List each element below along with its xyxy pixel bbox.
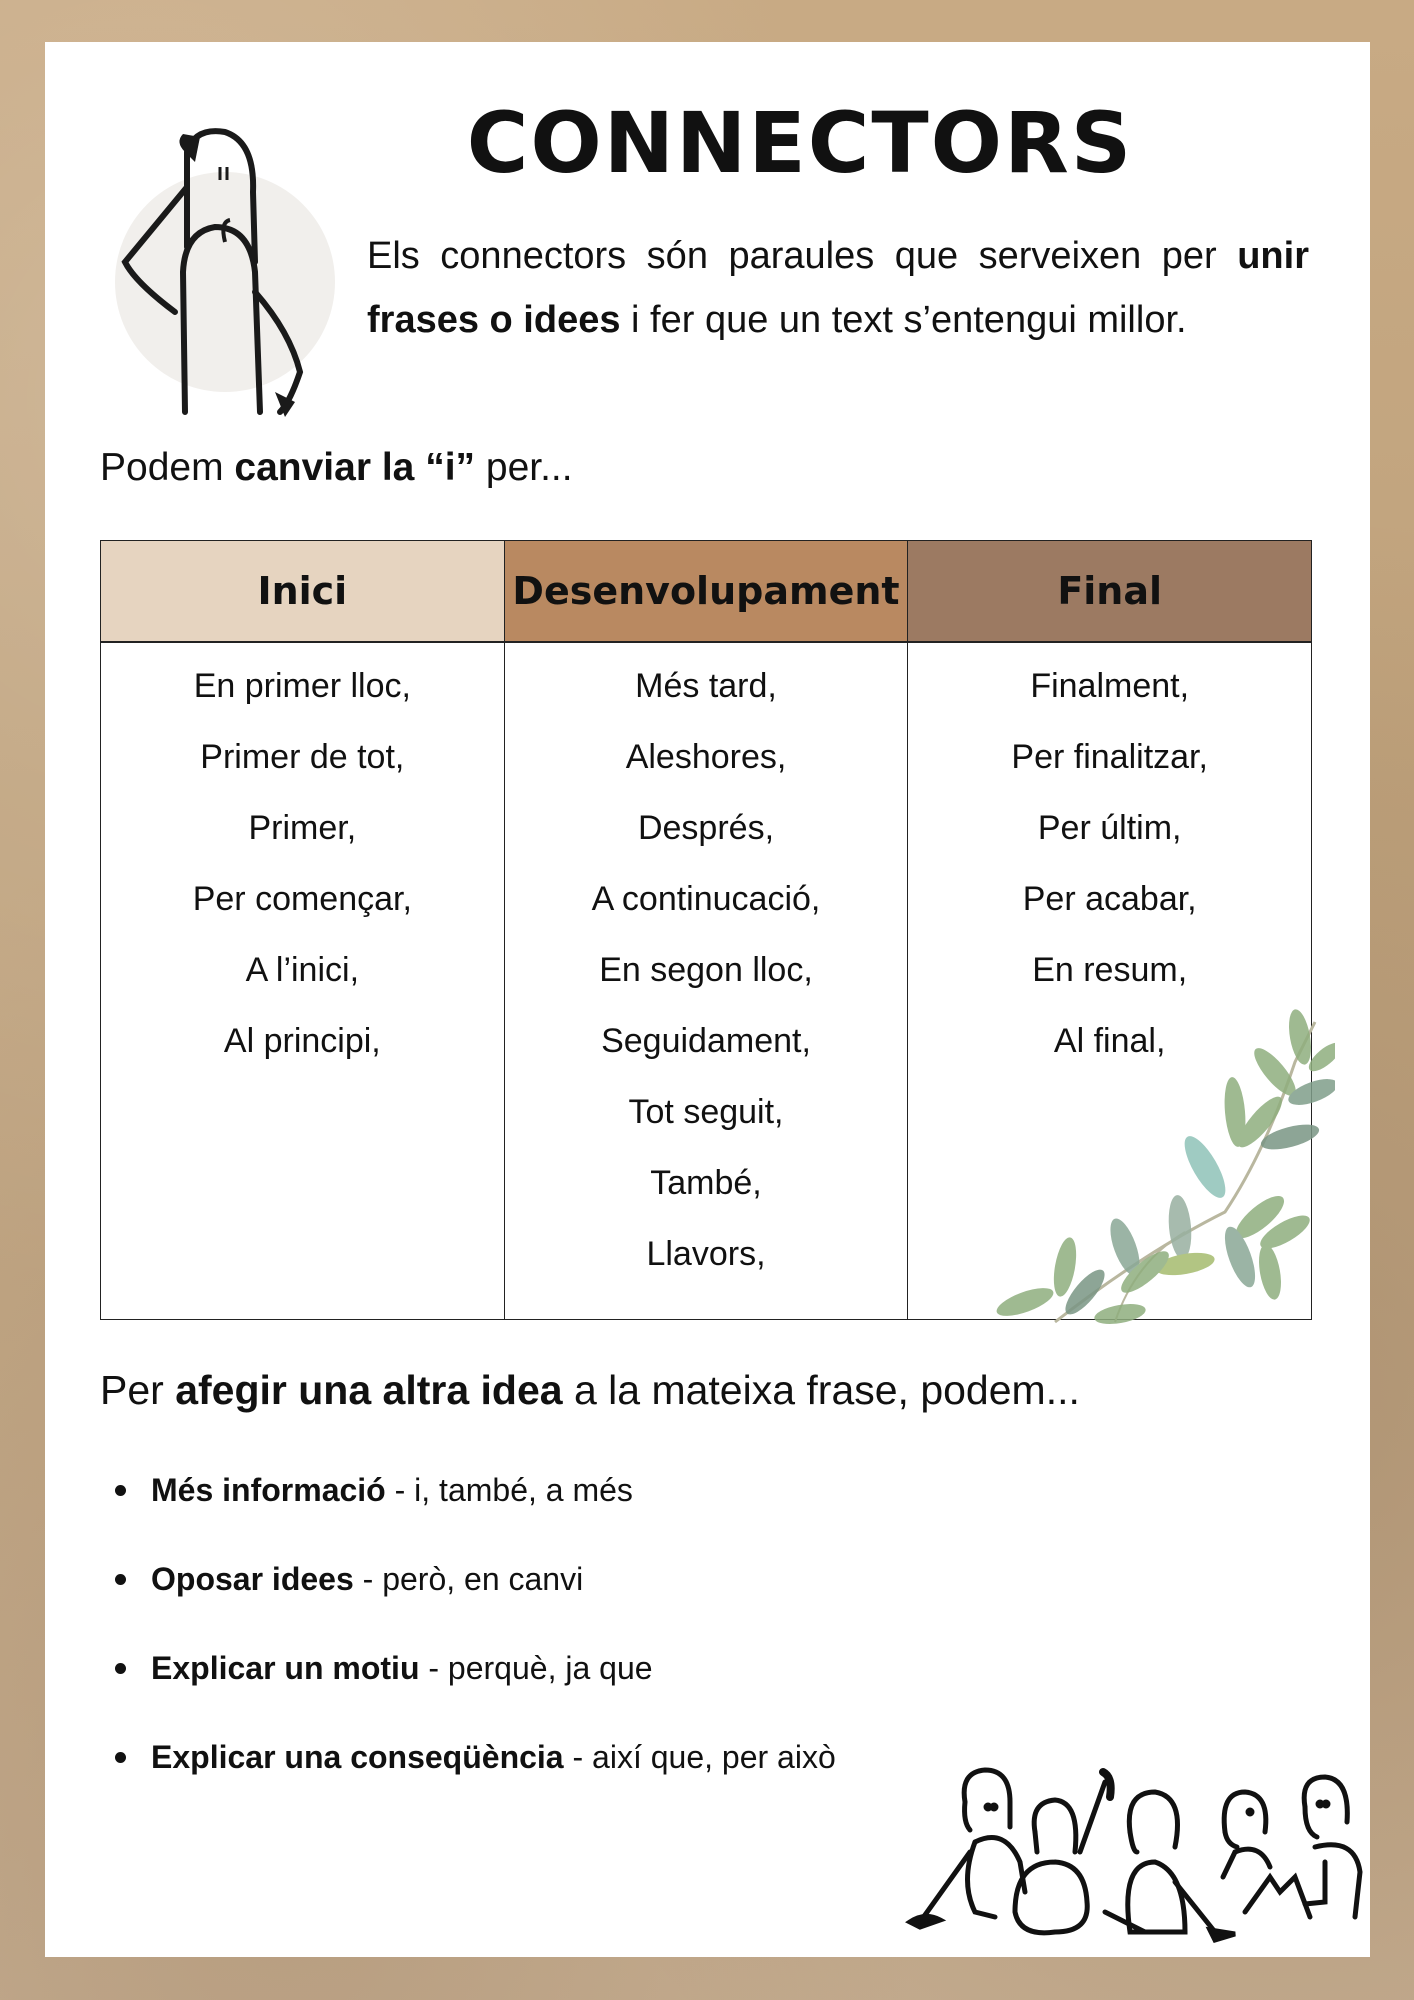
table-cell: Per últim, — [1037, 809, 1182, 847]
table-header-row — [101, 541, 1311, 643]
header-desenvolupament: Desenvolupament — [505, 541, 909, 641]
table-cell: En resum, — [1032, 951, 1188, 989]
list-item — [105, 1734, 836, 1823]
table-cell: Per finalitzar, — [1011, 738, 1208, 776]
afegir-suffix: a la mateixa frase, podem... — [562, 1367, 1080, 1413]
bullet-label: Més informació — [151, 1472, 386, 1508]
table-cell: Al final, — [1053, 1022, 1166, 1060]
table-cell: A l’inici, — [245, 951, 360, 989]
table-cell: Tot seguit, — [628, 1093, 784, 1131]
afegir-heading — [100, 1367, 1080, 1414]
afegir-bold: afegir una altra idea — [175, 1367, 563, 1413]
bullet-icon — [115, 1485, 126, 1496]
connector-bullet-list — [105, 1467, 836, 1823]
table-cell: En primer lloc, — [193, 667, 411, 705]
list-item — [105, 1556, 836, 1645]
intro-text: Els connectors són paraules que serveixen per — [367, 235, 1238, 277]
bullet-icon — [115, 1574, 126, 1585]
leaf-branch-icon — [995, 1002, 1335, 1332]
table-cell: Primer de tot, — [200, 738, 405, 776]
list-item — [105, 1645, 836, 1734]
intro-bold-text: unir frases o idees — [367, 235, 1309, 341]
table-cell: Per començar, — [192, 880, 412, 918]
canviar-heading — [100, 446, 573, 490]
table-cell: A continucació, — [591, 880, 821, 918]
intro-text-end: i fer que un text s’entengui millor. — [620, 299, 1187, 341]
table-cell: També, — [650, 1164, 762, 1202]
page-title: CONNECTORS — [466, 94, 1134, 192]
afegir-prefix: Per — [100, 1367, 176, 1413]
table-cell: Més tard, — [635, 667, 777, 705]
table-cell: Finalment, — [1030, 667, 1190, 705]
group-of-people-icon — [905, 1752, 1385, 1952]
bullet-label: Explicar una conseqüència — [151, 1739, 564, 1775]
bullet-examples: - perquè, ja que — [419, 1650, 653, 1686]
bullet-icon — [115, 1663, 126, 1674]
canviar-suffix: per... — [475, 446, 573, 489]
table-cell: Al principi, — [223, 1022, 381, 1060]
column-inici — [101, 643, 505, 1319]
table-cell: Llavors, — [646, 1235, 766, 1273]
bullet-examples: - però, en canvi — [353, 1561, 584, 1597]
bullet-examples: - així que, per això — [563, 1739, 836, 1775]
worksheet-page — [45, 42, 1370, 1957]
canviar-prefix: Podem — [100, 446, 235, 489]
canviar-bold: canviar la “i” — [234, 446, 476, 489]
table-cell: Seguidament, — [601, 1022, 811, 1060]
list-item — [105, 1467, 836, 1556]
header-final: Final — [908, 541, 1311, 641]
table-cell: Primer, — [248, 809, 357, 847]
table-cell: En segon lloc, — [599, 951, 813, 989]
bullet-label: Explicar un motiu — [151, 1650, 420, 1686]
table-cell: Després, — [637, 809, 775, 847]
bullet-examples: - i, també, a més — [385, 1472, 633, 1508]
column-desenvolupament — [505, 643, 909, 1319]
bullet-icon — [115, 1752, 126, 1763]
table-cell: Per acabar, — [1022, 880, 1197, 918]
header-inici: Inici — [101, 541, 505, 641]
bullet-label: Oposar idees — [151, 1561, 354, 1597]
table-cell: Aleshores, — [625, 738, 787, 776]
intro-paragraph — [367, 224, 1309, 352]
